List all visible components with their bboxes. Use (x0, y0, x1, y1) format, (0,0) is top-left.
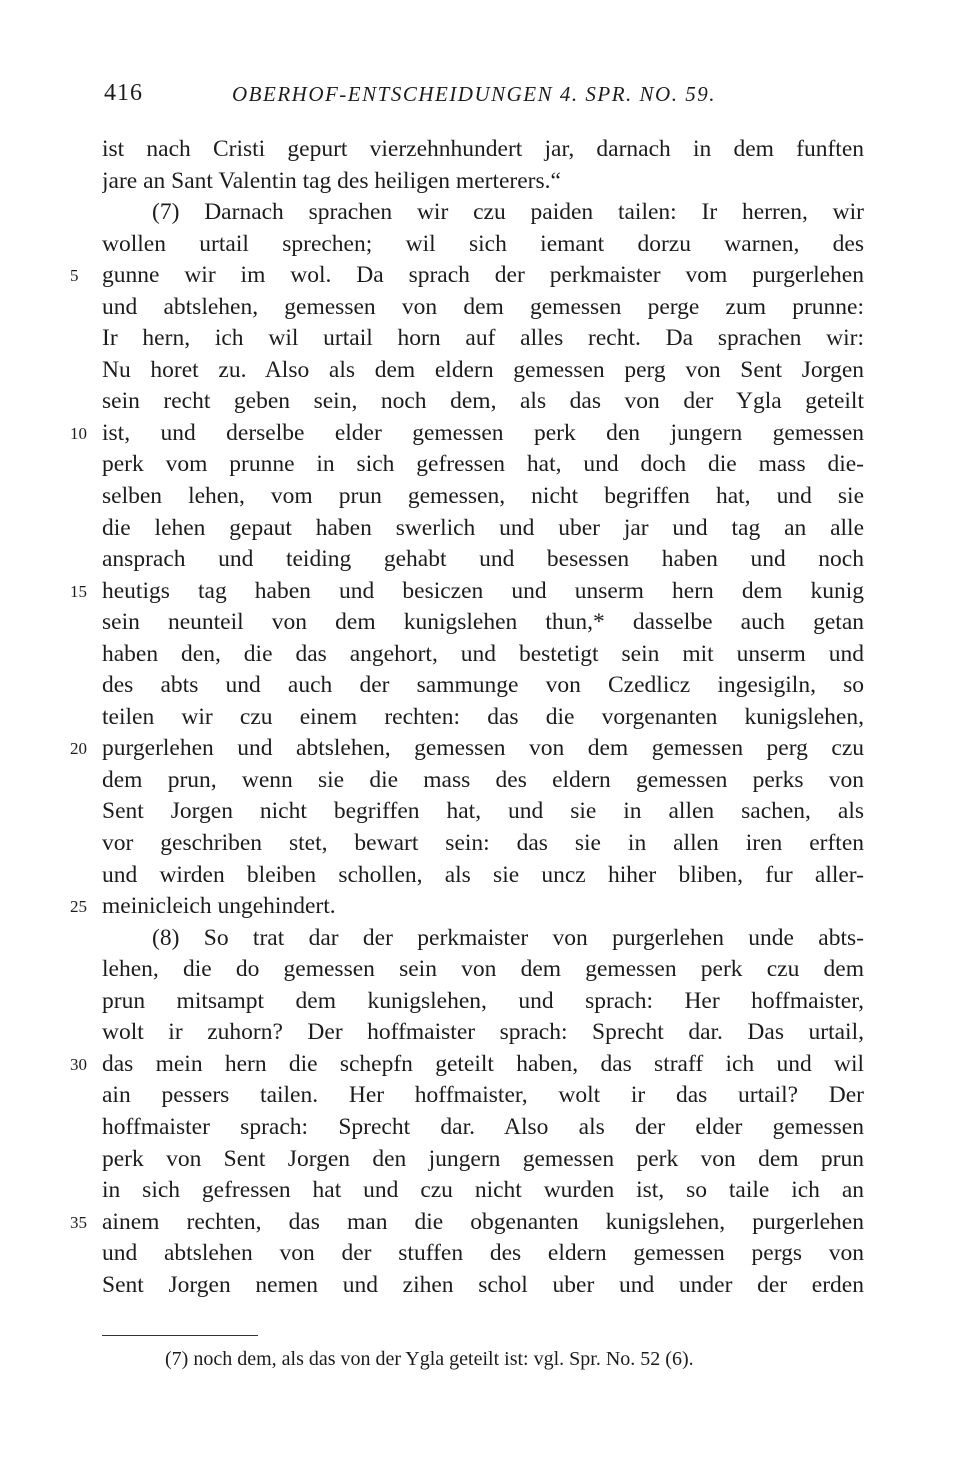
text-line (0, 513, 960, 545)
line-text: dem prun, wenn sie die mass des eldern gemessen perks von (102, 766, 864, 793)
text-line (0, 828, 960, 860)
text-line (0, 386, 960, 418)
line-text: (7) Darnach sprachen wir czu paiden tailen: Ir herren, wir (152, 199, 864, 226)
line-number: 25 (70, 897, 87, 917)
line-text: (8) So trat dar der perkmaister von purgerlehen unde abts- (152, 924, 864, 951)
line-number: 10 (70, 423, 87, 443)
text-line (0, 134, 960, 166)
line-text: das mein hern die schepfn geteilt haben, das straff ich und wil (102, 1050, 864, 1077)
line-number: 20 (70, 739, 87, 759)
text-line (0, 260, 960, 292)
text-line (0, 607, 960, 639)
line-text: jare an Sant Valentin tag des heiligen merterers.“ (102, 167, 561, 194)
line-text: meinicleich ungehindert. (102, 893, 336, 920)
page-header (0, 70, 960, 110)
line-text: ansprach und teiding gehabt und besessen haben und noch (102, 546, 864, 573)
text-line (0, 292, 960, 324)
text-line (0, 1207, 960, 1239)
text-line (0, 544, 960, 576)
line-text: vor geschriben stet, bewart sein: das sie in allen iren erften (102, 830, 864, 857)
line-text: wolt ir zuhorn? Der hoffmaister sprach: Sprecht dar. Das urtail, (102, 1019, 864, 1046)
text-line (0, 986, 960, 1018)
text-line (0, 166, 960, 198)
text-line (0, 1080, 960, 1112)
text-line (0, 670, 960, 702)
text-line (0, 639, 960, 671)
text-line (0, 954, 960, 986)
page-number: 416 (104, 80, 143, 106)
text-line (0, 1175, 960, 1207)
line-text: heutigs tag haben und besiczen und unserm hern dem kunig (102, 577, 864, 604)
footnote-divider (102, 1335, 258, 1336)
main-text (0, 134, 960, 1301)
text-line (0, 1017, 960, 1049)
line-text: perk vom prunne in sich gefressen hat, und doch die mass die- (102, 451, 864, 478)
line-text: und abtslehen, gemessen von dem gemessen perge zum prunne: (102, 293, 864, 320)
line-number: 30 (70, 1054, 87, 1074)
line-number: 15 (70, 581, 87, 601)
footnote: (7) noch dem, als das von der Ygla geteilt ist: vgl. Spr. No. 52 (6). (165, 1348, 694, 1370)
text-line (0, 796, 960, 828)
running-title: OBERHOF-ENTSCHEIDUNGEN 4. SPR. NO. 59. (232, 82, 716, 106)
line-text: Ir hern, ich wil urtail horn auf alles recht. Da sprachen wir: (102, 325, 864, 352)
text-line (0, 576, 960, 608)
text-line (0, 891, 960, 923)
line-text: und abtslehen von der stuffen des eldern gemessen pergs von (102, 1240, 864, 1267)
line-text: purgerlehen und abtslehen, gemessen von dem gemessen perg czu (102, 735, 864, 762)
line-text: ain pessers tailen. Her hoffmaister, wolt ir das urtail? Der (102, 1082, 864, 1109)
line-text: Sent Jorgen nicht begriffen hat, und sie in allen sachen, als (102, 798, 864, 825)
line-text: lehen, die do gemessen sein von dem gemessen perk czu dem (102, 956, 864, 983)
line-text: die lehen gepaut haben swerlich und uber jar und tag an alle (102, 514, 864, 541)
line-text: des abts und auch der sammunge von Czedlicz ingesigiln, so (102, 672, 864, 699)
text-line (0, 449, 960, 481)
line-text: Nu horet zu. Also als dem eldern gemessen perg von Sent Jorgen (102, 356, 864, 383)
text-line (0, 1238, 960, 1270)
text-line (0, 923, 960, 955)
text-line (0, 1112, 960, 1144)
text-line (0, 355, 960, 387)
line-text: und wirden bleiben schollen, als sie uncz hiher bliben, fur aller- (102, 861, 864, 888)
line-text: haben den, die das angehort, und bestetigt sein mit unserm und (102, 640, 864, 667)
line-text: sein neunteil von dem kunigslehen thun,* dasselbe auch getan (102, 609, 864, 636)
text-line (0, 733, 960, 765)
line-text: sein recht geben sein, noch dem, als das von der Ygla geteilt (102, 388, 864, 415)
line-text: Sent Jorgen nemen und zihen schol uber und under der erden (102, 1271, 864, 1298)
line-number: 5 (70, 266, 79, 286)
line-text: wollen urtail sprechen; wil sich iemant dorzu warnen, des (102, 230, 864, 257)
text-line (0, 860, 960, 892)
text-line (0, 323, 960, 355)
line-text: in sich gefressen hat und czu nicht wurden ist, so taile ich an (102, 1177, 864, 1204)
text-line (0, 702, 960, 734)
text-line (0, 765, 960, 797)
text-line (0, 418, 960, 450)
line-text: hoffmaister sprach: Sprecht dar. Also als der elder gemessen (102, 1113, 864, 1140)
line-text: perk von Sent Jorgen den jungern gemessen perk von dem prun (102, 1145, 864, 1172)
text-line (0, 1049, 960, 1081)
text-line (0, 1270, 960, 1302)
line-text: selben lehen, vom prun gemessen, nicht begriffen hat, und sie (102, 483, 864, 510)
line-text: ainem rechten, das man die obgenanten kunigslehen, purgerlehen (102, 1208, 864, 1235)
line-text: ist, und derselbe elder gemessen perk den jungern gemessen (102, 419, 864, 446)
line-number: 35 (70, 1212, 87, 1232)
text-line (0, 481, 960, 513)
line-text: gunne wir im wol. Da sprach der perkmaister vom purgerlehen (102, 262, 864, 289)
line-text: prun mitsampt dem kunigslehen, und sprach: Her hoffmaister, (102, 987, 864, 1014)
text-line (0, 1144, 960, 1176)
line-text: teilen wir czu einem rechten: das die vorgenanten kunigslehen, (102, 703, 864, 730)
text-line (0, 229, 960, 261)
line-text: ist nach Cristi gepurt vierzehnhundert jar, darnach in dem funften (102, 136, 864, 162)
text-line (0, 197, 960, 229)
